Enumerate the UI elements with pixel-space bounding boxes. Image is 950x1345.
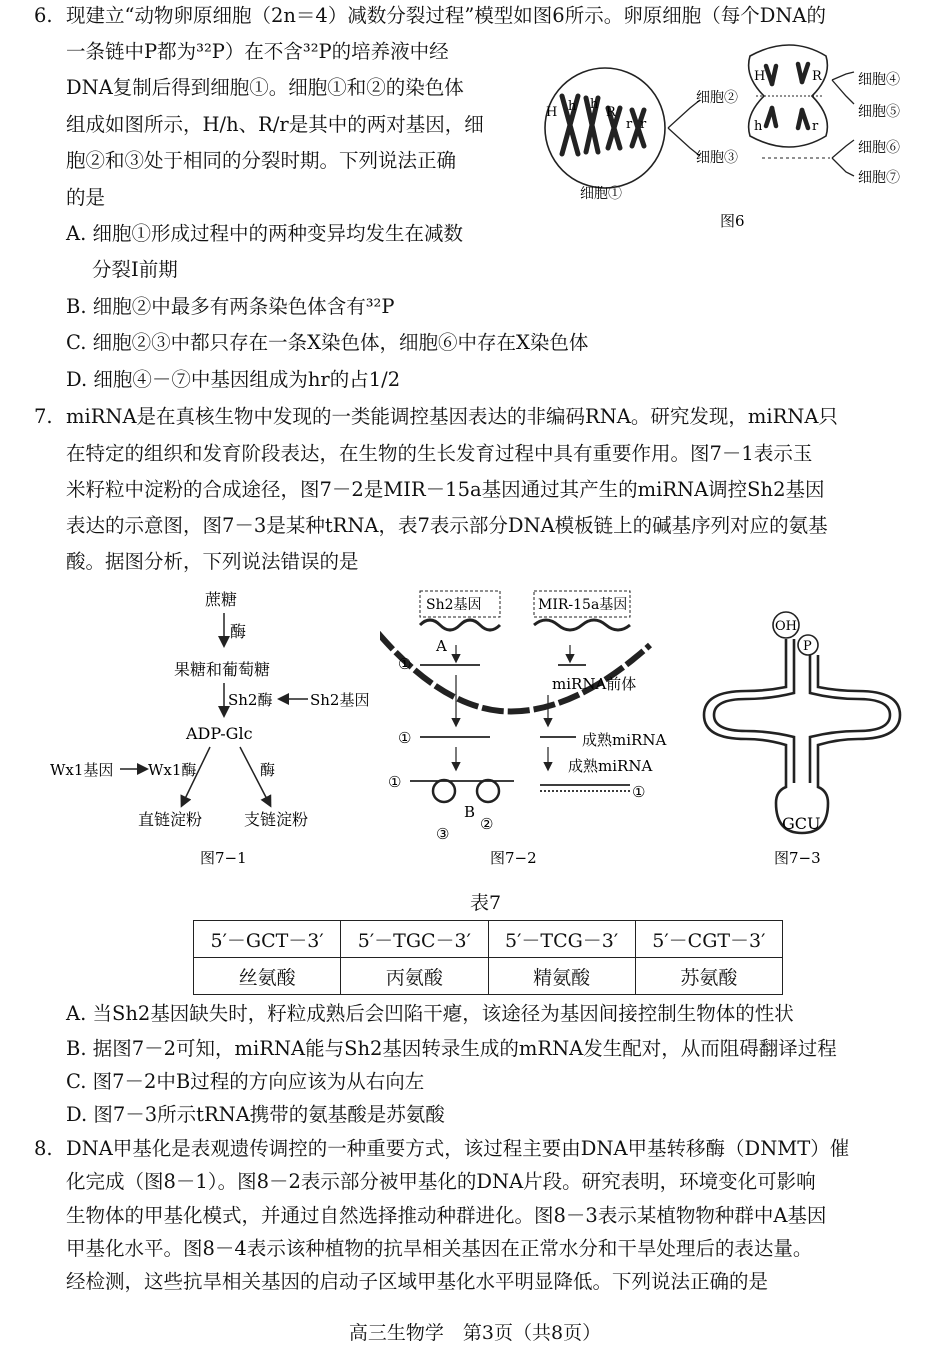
svg-text:R: R: [606, 105, 616, 120]
p-label: P: [803, 639, 812, 654]
figure-6: [540, 36, 940, 236]
table-cell: 5′－GCT－3′: [194, 921, 341, 958]
adp-glc-label: ADP-Glc: [186, 724, 253, 743]
figure-6-caption: 图6: [720, 212, 745, 230]
sh2-gene-label: Sh2基因: [310, 691, 370, 709]
question-number: 6.: [34, 4, 53, 27]
cell2-label: 细胞②: [696, 90, 738, 106]
sucrose-label: 蔗糖: [205, 590, 238, 609]
option-a: A. 细胞①形成过程中的两种变异均发生在减数: [66, 222, 463, 245]
circle-1-label-b: ①: [398, 729, 412, 747]
svg-text:h: h: [590, 97, 599, 112]
label-b: B: [464, 803, 476, 821]
circle-3-label: ③: [436, 825, 450, 843]
question-text-line: DNA复制后得到细胞①。细胞①和②的染色体: [66, 76, 464, 99]
question-text-line: DNA甲基化是表观遗传调控的一种重要方式，该过程主要由DNA甲基转移酶（DNMT）催: [66, 1137, 850, 1160]
option-d: D. 细胞④－⑦中基因组成为hr的占1/2: [66, 368, 401, 391]
question-text-line: 甲基化水平。图8－4表示该种植物的抗旱相关基因在正常水分和干旱处理后的表达量。: [66, 1237, 813, 1260]
cell3-label: 细胞③: [696, 150, 738, 166]
svg-text:H: H: [546, 105, 558, 120]
svg-text:r: r: [812, 119, 819, 134]
enzyme-label: 酶: [230, 622, 247, 641]
question-text-line: 的是: [66, 186, 106, 209]
question-text-line: 现建立“动物卵原细胞（2n＝4）减数分裂过程”模型如图6所示。卵原细胞（每个DNA的: [66, 4, 826, 27]
oh-label: OH: [775, 619, 797, 634]
option-c: C. 细胞②③中都只存在一条X染色体，细胞⑥中存在X染色体: [66, 331, 589, 354]
option-a: A. 当Sh2基因缺失时，籽粒成熟后会凹陷干瘪，该途径为基因间接控制生物体的性状: [66, 1002, 794, 1025]
mirna-precursor-label: miRNA前体: [552, 675, 637, 693]
question-text-line: miRNA是在真核生物中发现的一类能调控基因表达的非编码RNA。研究发现，miRNA只: [66, 405, 838, 428]
table-cell: 丙氨酸: [341, 958, 488, 995]
option-d: D. 图7－3所示tRNA携带的氨基酸是苏氨酸: [66, 1103, 445, 1126]
page-footer: 高三生物学 第3页（共8页）: [348, 1322, 602, 1344]
question-text-line: 胞②和③处于相同的分裂时期。下列说法正确: [66, 149, 457, 172]
svg-text:H: H: [754, 69, 766, 84]
enzyme-label-2: 酶: [260, 761, 276, 779]
table-cell: 精氨酸: [488, 958, 635, 995]
amylopectin-label: 支链淀粉: [244, 810, 309, 829]
table-cell: 5′－CGT－3′: [635, 921, 782, 958]
mature-mirna-label-2: 成熟miRNA: [568, 757, 653, 775]
cell6-label: 细胞⑥: [858, 140, 900, 156]
option-c: C. 图7－2中B过程的方向应该为从右向左: [66, 1070, 425, 1093]
table-cell: 丝氨酸: [194, 958, 341, 995]
svg-text:r: r: [640, 117, 647, 132]
question-text-line: 组成如图所示，H/h、R/r是其中的两对基因，细: [66, 113, 484, 136]
figure-7-3-caption: 图7−3: [774, 849, 821, 867]
svg-text:h: h: [568, 99, 577, 114]
question-text-line: 酸。据图分析，下列说法错误的是: [66, 550, 359, 573]
wx1-enzyme-label: Wx1酶: [148, 761, 197, 779]
cell1-label: 细胞①: [580, 186, 622, 202]
question-text-line: 在特定的组织和发育阶段表达，在生物的生长发育过程中具有重要作用。图7－1表示玉: [66, 442, 813, 465]
table-cell: 5′－TCG－3′: [488, 921, 635, 958]
anticodon-label: GCU: [782, 814, 821, 833]
fructose-glucose-label: 果糖和葡萄糖: [174, 660, 271, 679]
label-a: A: [436, 637, 447, 655]
svg-text:R: R: [812, 69, 822, 84]
option-b: B. 细胞②中最多有两条染色体含有³²P: [66, 295, 395, 318]
sh2-gene-box-label: Sh2基因: [426, 597, 482, 613]
question-text-line: 化完成（图8－1）。图8－2表示部分被甲基化的DNA片段。研究表明，环境变化可影响: [66, 1170, 816, 1193]
table-row: [194, 921, 783, 958]
svg-text:r: r: [626, 117, 633, 132]
question-text-line: 经检测，这些抗旱相关基因的启动子区域甲基化水平明显降低。下列说法正确的是: [66, 1270, 769, 1293]
circle-1-label-d: ①: [632, 783, 646, 801]
cell1-outline: [545, 68, 665, 188]
circle-1-label-c: ①: [388, 773, 402, 791]
option-b: B. 据图7－2可知，miRNA能与Sh2基因转录生成的mRNA发生配对，从而阻碍翻译过程: [66, 1037, 837, 1060]
amylose-label: 直链淀粉: [138, 810, 203, 829]
option-a-continued: 分裂Ⅰ前期: [92, 258, 178, 281]
table-7-title: 表7: [470, 892, 502, 914]
cell5-label: 细胞⑤: [858, 104, 900, 120]
wx1-gene-label: Wx1基因: [50, 761, 114, 779]
table-7: [193, 920, 783, 995]
question-text-line: 一条链中P都为³²P）在不含³²P的培养液中经: [66, 40, 449, 63]
table-row: [194, 958, 783, 995]
mir15a-gene-box-label: MIR-15a基因: [538, 597, 628, 613]
sh2-enzyme-label: Sh2酶: [228, 691, 273, 709]
circle-2-label: ②: [480, 815, 494, 833]
circle-1-label: ①: [398, 655, 412, 673]
question-number: 8.: [34, 1137, 53, 1160]
question-text-line: 表达的示意图，图7－3是某种tRNA，表7表示部分DNA模板链上的碱基序列对应的氨基: [66, 514, 828, 537]
question-text-line: 生物体的甲基化模式，并通过自然选择推动种群进化。图8－3表示某植物物种群中A基因: [66, 1204, 827, 1227]
cell4-label: 细胞④: [858, 72, 900, 88]
figure-7-3: [690, 605, 910, 870]
figure-7-2-caption: 图7−2: [490, 849, 537, 867]
cell7-label: 细胞⑦: [858, 170, 900, 186]
mature-mirna-label-1: 成熟miRNA: [582, 731, 667, 749]
svg-text:h: h: [754, 119, 763, 134]
table-cell: 5′－TGC－3′: [341, 921, 488, 958]
question-text-line: 米籽粒中淀粉的合成途径，图7－2是MIR－15a基因通过其产生的miRNA调控Sh2基因: [66, 478, 825, 501]
figure-7-2: [380, 585, 690, 870]
figure-7-1-caption: 图7−1: [200, 849, 247, 867]
table-cell: 苏氨酸: [635, 958, 782, 995]
figure-7-1: [40, 585, 380, 870]
question-number: 7.: [34, 405, 53, 428]
